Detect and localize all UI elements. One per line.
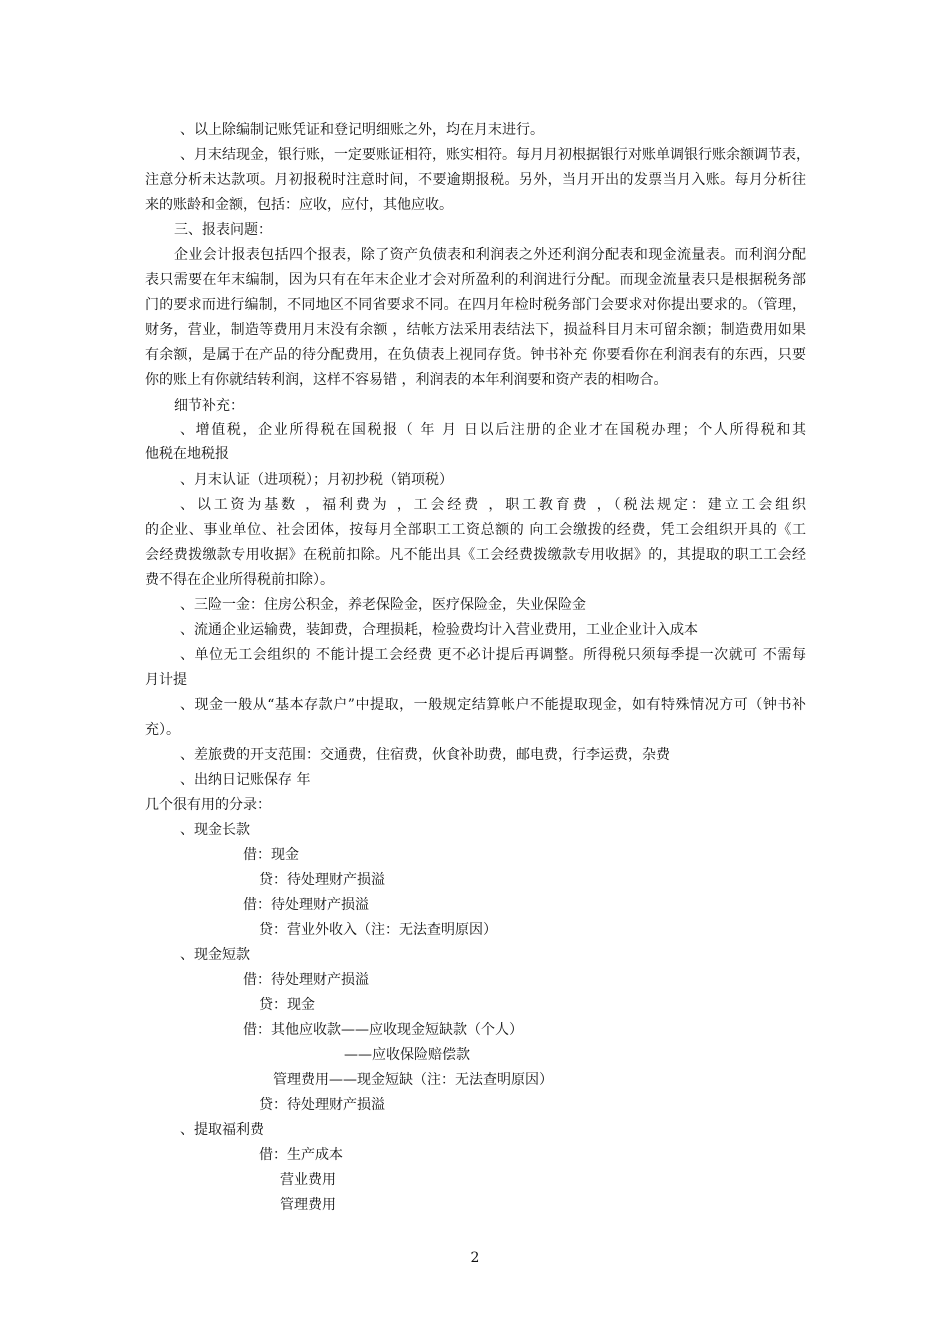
text-line: 、月末结现金，银行账，一定要账证相符，账实相符。每月月初根据银行对账单调银行账余额调节表， (180, 147, 810, 163)
text-line: 、单位无工会组织的 不能计提工会经费 更不必计提后再调整。所得税只须每季提一次就可 不需每 (180, 647, 806, 663)
entry-line: 借：现金 (243, 847, 299, 863)
entry-line: 借：其他应收款——应收现金短缺款（个人） (243, 1022, 523, 1038)
entry-line: ——应收保险赔偿款 (344, 1047, 470, 1063)
text-line: 、以工资为基数 ，福利费为 ，工会经费 ，职工教育费 ，（税法规定：建立工会组织 (180, 497, 806, 513)
text-line: 、流通企业运输费，装卸费，合理损耗，检验费均计入营业费用，工业企业计入成本 (180, 622, 698, 638)
text-line: 有余额，是属于在产品的待分配费用，在负债表上视同存货。钟书补充 你要看你在利润表有的东西，只要 (145, 347, 806, 363)
entry-heading: 、提取福利费 (180, 1122, 264, 1138)
entry-heading: 、现金短款 (180, 947, 250, 963)
entry-line: 贷：待处理财产损溢 (259, 1097, 385, 1113)
text-line: 门的要求而进行编制，不同地区不同省要求不同。在四月年检时税务部门会要求对你提出要求的。（管理， (145, 297, 806, 313)
section-heading: 几个很有用的分录： (145, 797, 271, 813)
text-line: 你的账上有你就结转利润，这样不容易错 ，利润表的本年利润要和资产表的相吻合。 (145, 372, 668, 388)
text-line: 、出纳日记账保存 年 (180, 772, 311, 788)
entry-line: 借：生产成本 (259, 1147, 343, 1163)
entry-line: 管理费用——现金短缺（注：无法查明原因） (273, 1072, 553, 1088)
text-line: 表只需要在年末编制，因为只有在年末企业才会对所盈利的利润进行分配。而现金流量表只是根据税务部 (145, 272, 806, 288)
text-line: 财务，营业，制造等费用月末没有余额 ，结帐方法采用表结法下，损益科目月末可留余额；制造费用如果 (145, 322, 806, 338)
text-line: 、以上除编制记账凭证和登记明细账之外，均在月末进行。 (180, 122, 544, 138)
entry-line: 管理费用 (280, 1197, 336, 1213)
text-line: 、现金一般从“基本存款户”中提取，一般规定结算帐户不能提取现金，如有特殊情况方可（钟书补 (180, 697, 806, 713)
text-line: 会经费拨缴款专用收据》在税前扣除。凡不能出具《工会经费拨缴款专用收据》的，其提取的职工工会经 (145, 547, 806, 563)
entry-line: 贷：营业外收入（注：无法查明原因） (259, 922, 497, 938)
page-number: 2 (470, 1250, 480, 1266)
entry-line: 借：待处理财产损溢 (243, 972, 369, 988)
text-line: 、增值税，企业所得税在国税报（ 年 月 日以后注册的企业才在国税办理；个人所得税和其 (180, 422, 806, 438)
text-line: 来的账龄和金额，包括：应收，应付，其他应收。 (145, 197, 453, 213)
entry-line: 营业费用 (280, 1172, 336, 1188)
entry-line: 借：待处理财产损溢 (243, 897, 369, 913)
text-line: 注意分析未达款项。月初报税时注意时间，不要逾期报税。另外，当月开出的发票当月入账。每月分析往 (145, 172, 806, 188)
entry-line: 贷：待处理财产损溢 (259, 872, 385, 888)
text-line: 费不得在企业所得税前扣除）。 (145, 572, 334, 588)
entry-line: 贷：现金 (259, 997, 315, 1013)
text-line: 、月末认证（进项税）；月初抄税（销项税） (180, 472, 453, 488)
text-line: 、差旅费的开支范围：交通费，住宿费，伙食补助费，邮电费，行李运费，杂费 (180, 747, 670, 763)
text-line: 充）。 (145, 722, 180, 738)
text-line: 、三险一金：住房公积金，养老保险金，医疗保险金，失业保险金 (180, 597, 586, 613)
text-line: 企业会计报表包括四个报表，除了资产负债表和利润表之外还利润分配表和现金流量表。而利润分配 (174, 247, 806, 263)
entry-heading: 、现金长款 (180, 822, 250, 838)
section-heading: 细节补充： (174, 398, 244, 414)
text-line: 月计提 (145, 672, 187, 688)
text-line: 他税在地税报 (145, 446, 229, 462)
text-line: 的企业、事业单位、社会团体，按每月全部职工工资总额的 向工会缴拨的经费，凭工会组织开具的《工 (145, 522, 806, 538)
section-heading: 三、报表问题： (174, 222, 272, 238)
